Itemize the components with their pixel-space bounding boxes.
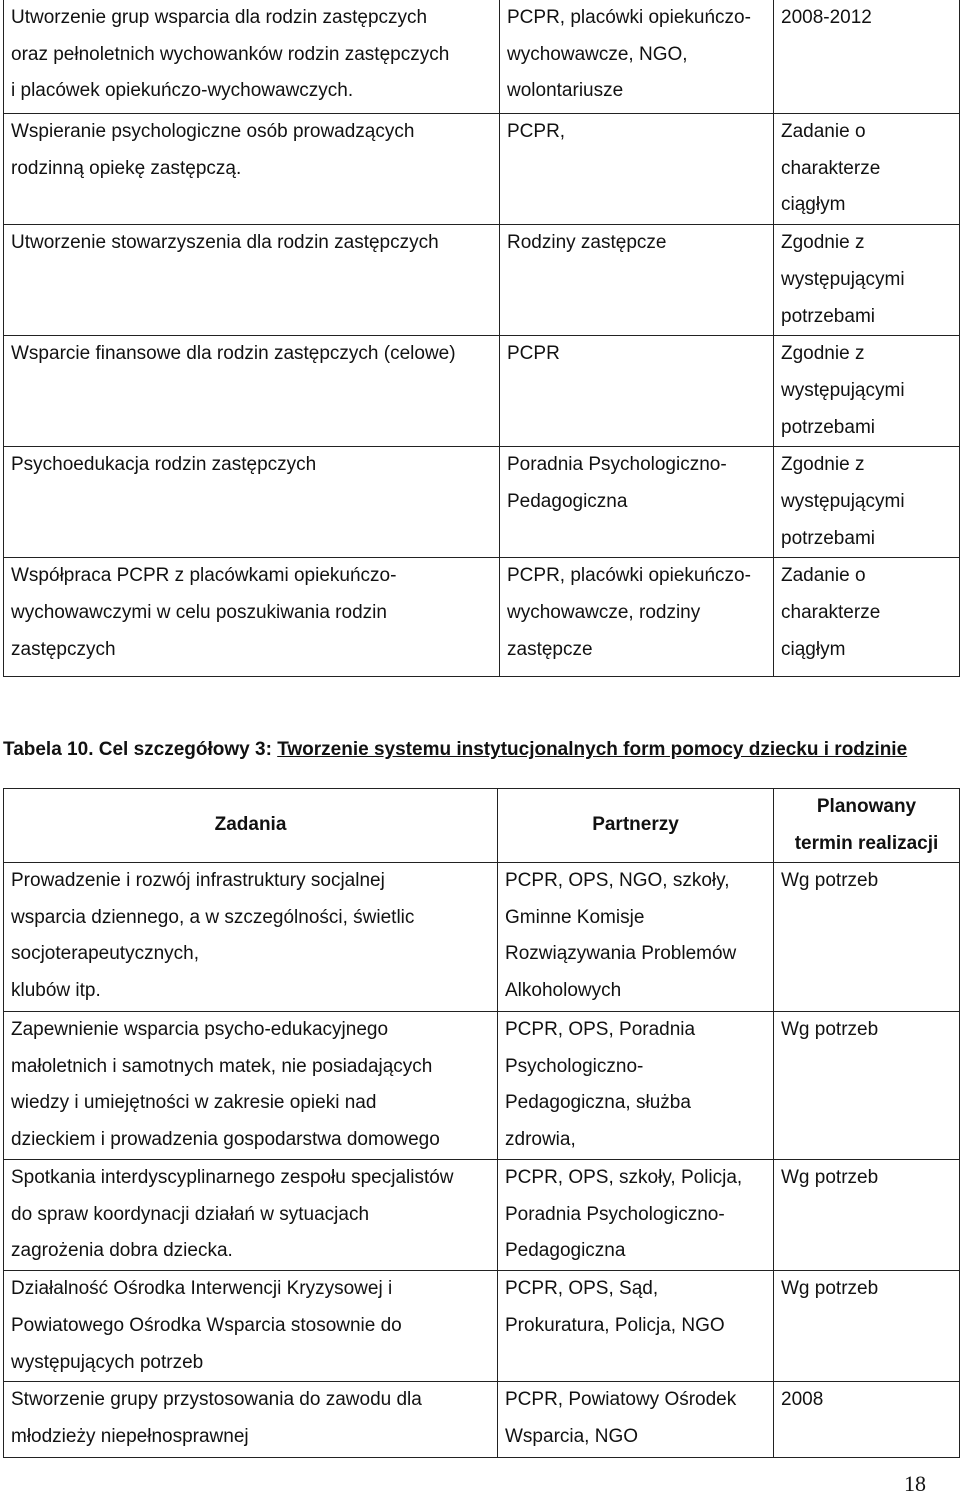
table-row bbox=[4, 225, 960, 336]
task-cell: Psychoedukacja rodzin zastępczych bbox=[11, 454, 317, 476]
header-tasks: Zadania bbox=[214, 814, 287, 836]
table-row bbox=[4, 1160, 960, 1271]
task-cell: Utworzenie grup wsparcia dla rodzin zastępczych oraz pełnoletnich wychowanków rodzin zastępczych i placówek opiekuńczo-wychowawczych. bbox=[11, 7, 450, 102]
task-cell: Utworzenie stowarzyszenia dla rodzin zastępczych bbox=[11, 232, 439, 254]
caption-prefix: Tabela 10. Cel szczegółowy 3: bbox=[3, 739, 278, 760]
task-cell: Wspieranie psychologiczne osób prowadzących rodzinną opiekę zastępczą. bbox=[11, 121, 415, 179]
table-row bbox=[4, 447, 960, 558]
term-cell: Zadanie o charakterze ciągłym bbox=[781, 565, 881, 660]
term-cell: Zgodnie z występującymi potrzebami bbox=[781, 343, 905, 438]
partners-cell: PCPR, placówki opiekuńczo- wychowawcze, rodziny zastępcze bbox=[507, 565, 751, 660]
table-row bbox=[4, 1271, 960, 1382]
partners-cell: Rodziny zastępcze bbox=[507, 232, 667, 254]
partners-cell: PCPR, bbox=[507, 121, 566, 142]
table-row bbox=[4, 114, 960, 225]
term-cell: Zadanie o charakterze ciągłym bbox=[781, 121, 881, 216]
partners-cell: PCPR, OPS, szkoły, Policja, Poradnia Psychologiczno- Pedagogiczna bbox=[505, 1167, 743, 1262]
table-goal-3 bbox=[3, 788, 960, 1458]
partners-cell: PCPR, OPS, Poradnia Psychologiczno- Pedagogiczna, służba zdrowia, bbox=[505, 1019, 696, 1151]
task-cell: Prowadzenie i rozwój infrastruktury socjalnej wsparcia dziennego, a w szczególności, świetlic socjoterapeutycznych, klubów itp. bbox=[11, 870, 415, 1002]
partners-cell: PCPR, OPS, Sąd, Prokuratura, Policja, NGO bbox=[505, 1278, 725, 1336]
term-cell: Wg potrzeb bbox=[781, 1278, 879, 1300]
term-cell: Wg potrzeb bbox=[781, 870, 879, 891]
task-cell: Spotkania interdyscyplinarnego zespołu specjalistów do spraw koordynacji działań w sytuacjach zagrożenia dobra dziecka. bbox=[11, 1167, 454, 1262]
table-goal-2-continued bbox=[3, 0, 960, 677]
partners-cell: PCPR, Powiatowy Ośrodek Wsparcia, NGO bbox=[505, 1389, 737, 1447]
table-header-row bbox=[4, 789, 960, 863]
partners-cell: PCPR, OPS, NGO, szkoły, Gminne Komisje Rozwiązywania Problemów Alkoholowych bbox=[505, 870, 737, 1002]
table-row bbox=[4, 336, 960, 447]
partners-cell: PCPR bbox=[507, 343, 560, 365]
task-cell: Zapewnienie wsparcia psycho-edukacyjnego małoletnich i samotnych matek, nie posiadających wiedzy i umiejętności w zakresie opieki nad dzieckiem i prowadzenia gospodarstwa domowego bbox=[11, 1019, 440, 1151]
term-cell: Wg potrzeb bbox=[781, 1167, 879, 1188]
table-caption bbox=[3, 738, 953, 762]
task-cell: Współpraca PCPR z placówkami opiekuńczo- wychowawczymi w celu poszukiwania rodzin zastępczych bbox=[11, 565, 397, 660]
header-partners: Partnerzy bbox=[592, 814, 679, 836]
table-row bbox=[4, 1012, 960, 1160]
term-cell: 2008 bbox=[781, 1389, 824, 1411]
table-row bbox=[4, 863, 960, 1012]
page-number: 18 bbox=[904, 1471, 926, 1496]
term-cell: Zgodnie z występującymi potrzebami bbox=[781, 232, 905, 327]
partners-cell: PCPR, placówki opiekuńczo- wychowawcze, NGO, wolontariusze bbox=[507, 7, 751, 102]
task-cell: Stworzenie grupy przystosowania do zawodu dla młodzieży niepełnosprawnej bbox=[11, 1389, 422, 1447]
table-row bbox=[4, 1382, 960, 1458]
task-cell: Działalność Ośrodka Interwencji Kryzysowej i Powiatowego Ośrodka Wsparcia stosownie do występujących potrzeb bbox=[11, 1278, 402, 1373]
term-cell: 2008-2012 bbox=[781, 7, 872, 28]
term-cell: Zgodnie z występującymi potrzebami bbox=[781, 454, 905, 549]
task-cell: Wsparcie finansowe dla rodzin zastępczych (celowe) bbox=[11, 343, 456, 365]
partners-cell: Poradnia Psychologiczno- Pedagogiczna bbox=[507, 454, 727, 513]
caption-goal-title: Tworzenie systemu instytucjonalnych form pomocy dziecku i rodzinie bbox=[277, 739, 908, 760]
term-cell: Wg potrzeb bbox=[781, 1019, 879, 1040]
header-term: Planowany termin realizacji bbox=[794, 796, 939, 854]
table-row bbox=[4, 0, 960, 114]
table-row bbox=[4, 558, 960, 677]
